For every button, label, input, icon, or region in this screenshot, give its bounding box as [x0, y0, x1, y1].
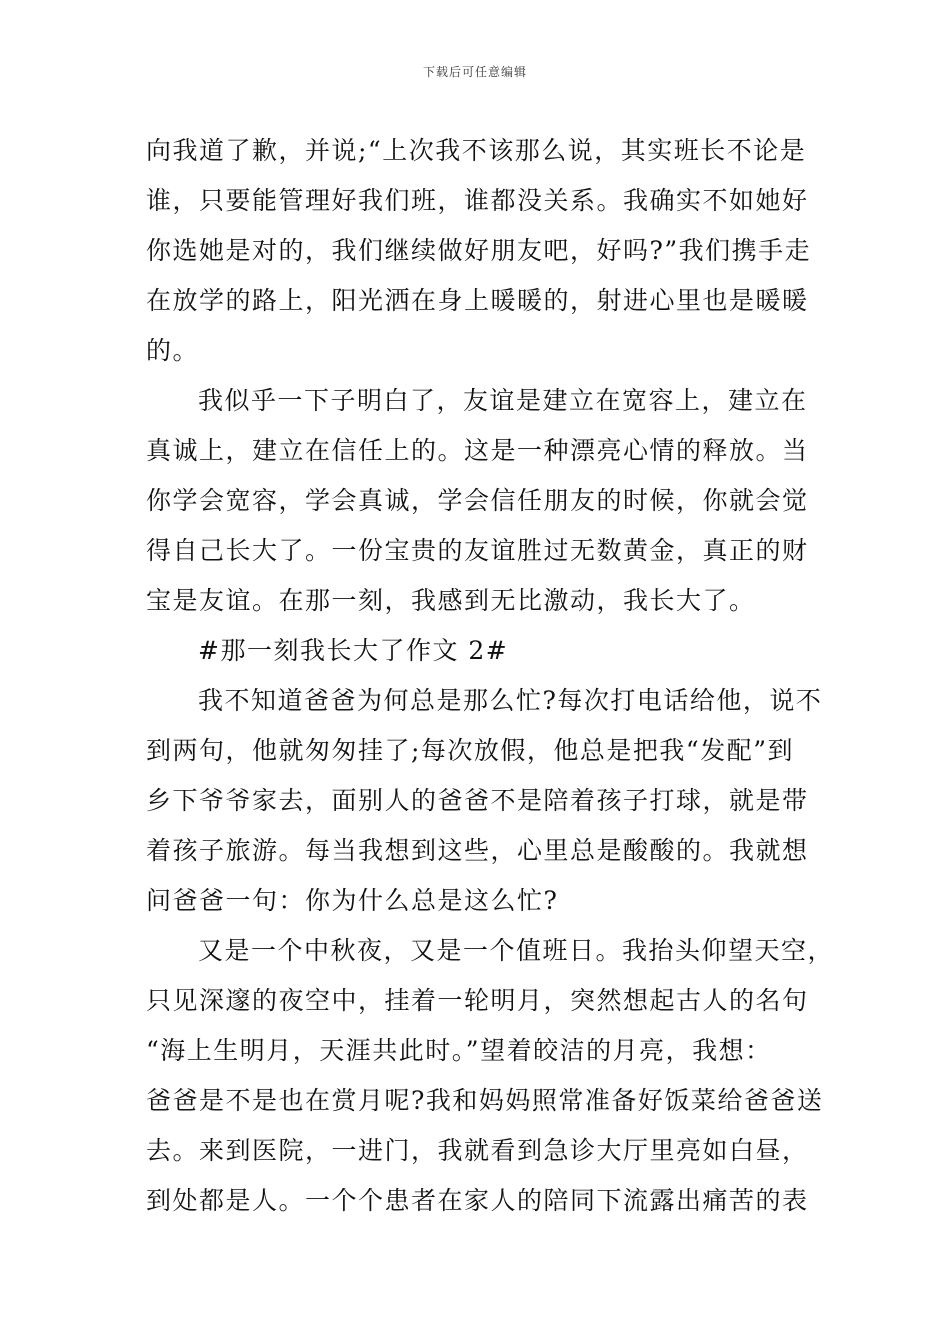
text-line: 向我道了歉，并说;“上次我不该那么说，其实班长不论是 — [146, 136, 807, 165]
paragraph-2 — [146, 376, 836, 626]
text-line: 着孩子旅游。每当我想到这些，心里总是酸酸的。我就想 — [146, 836, 809, 865]
text-line: 宝是友谊。在那一刻，我感到无比激动，我长大了。 — [146, 586, 756, 615]
text-line: 去。来到医院，一进门，我就看到急诊大厅里亮如白昼， — [146, 1136, 809, 1165]
paragraph-3 — [146, 676, 836, 926]
text-line: 你选她是对的，我们继续做好朋友吧，好吗?”我们携手走 — [146, 236, 812, 265]
heading-text: #那一刻我长大了作文 2# — [198, 636, 509, 665]
text-line: 我不知道爸爸为何总是那么忙?每次打电话给他，说不 — [198, 686, 823, 715]
section-heading — [146, 626, 836, 676]
text-line: 只见深邃的夜空中，挂着一轮明月，突然想起古人的名句 — [146, 986, 809, 1015]
text-line: 到两句，他就匆匆挂了;每次放假，他总是把我“发配”到 — [146, 736, 794, 765]
text-line: 在放学的路上，阳光洒在身上暖暖的，射进心里也是暖暖 — [146, 286, 809, 315]
text-line: 我似乎一下子明白了，友谊是建立在宽容上，建立在 — [198, 386, 808, 415]
page-header: 下载后可任意编辑 — [422, 65, 527, 79]
text-line: 爸爸是不是也在赏月呢?我和妈妈照常准备好饭菜给爸爸送 — [146, 1086, 824, 1115]
text-line: 真诚上，建立在信任上的。这是一种漂亮心情的释放。当 — [146, 436, 809, 465]
text-line: 问爸爸一句：你为什么总是这么忙? — [146, 886, 559, 915]
paragraph-4 — [146, 926, 836, 1226]
text-line: 乡下爷爷家去，面别人的爸爸不是陪着孩子打球，就是带 — [146, 786, 809, 815]
paragraph-1 — [146, 126, 836, 376]
text-line: 的。 — [146, 336, 200, 365]
text-line: 得自己长大了。一份宝贵的友谊胜过无数黄金，真正的财 — [146, 536, 809, 565]
text-line: 到处都是人。一个个患者在家人的陪同下流露出痛苦的表 — [146, 1186, 809, 1215]
text-line: 又是一个中秋夜，又是一个值班日。我抬头仰望天空， — [198, 936, 835, 965]
text-line: 谁，只要能管理好我们班，谁都没关系。我确实不如她好 — [146, 186, 809, 215]
text-line: 你学会宽容，学会真诚，学会信任朋友的时候，你就会觉 — [146, 486, 809, 515]
text-line: “海上生明月，天涯共此时。”望着皎洁的月亮，我想： — [146, 1036, 772, 1065]
document-body — [146, 126, 836, 1226]
